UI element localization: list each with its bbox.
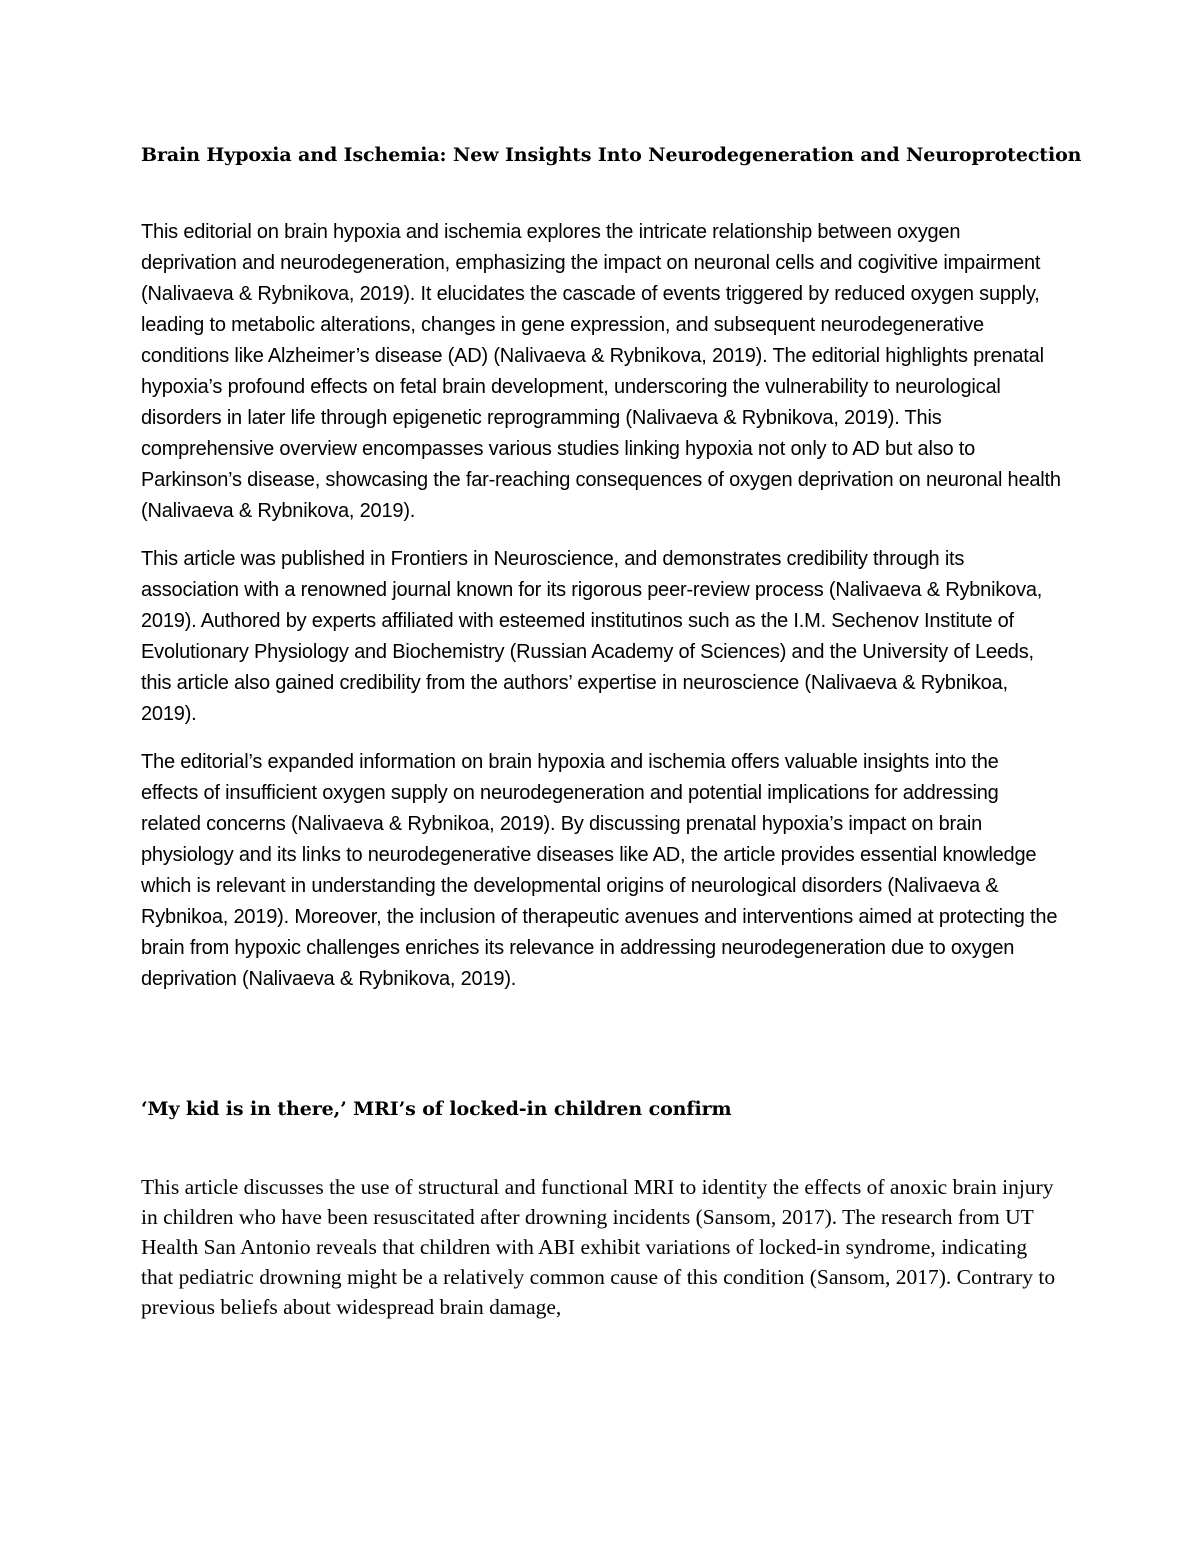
paragraph-relevance: The editorial’s expanded information on brain hypoxia and ischemia offers valuable insights into the effects of insufficient oxygen supply on neurodegeneration and potential implications for addressing related concerns (Nalivaeva & Rybnikoa, 2019). By discussing prenatal hypoxia’s impact on brain physiology and its links to neurodegenerative diseases like AD, the article provides essential knowledge which is relevant in understanding the developmental origins of neurological disorders (Nalivaeva & Rybnikoa, 2019). Moreover, the inclusion of therapeutic avenues and interventions aimed at protecting the brain from hypoxic challenges enriches its relevance in addressing neurodegeneration due to oxygen deprivation (Nalivaeva & Rybnikova, 2019). <box>141 751 1058 990</box>
paragraph-credibility: This article was published in Frontiers in Neuroscience, and demonstrates credibility through its association with a renowned journal known for its rigorous peer-review process (Nalivaeva & Rybnikova, 2019). Authored by experts affiliated with esteemed institutinos such as the I.M. Sechenov Institute of Evolutionary Physiology and Biochemistry (Russian Academy of Sciences) and the University of Leeds, this article also gained credibility from the authors’ expertise in neuroscience (Nalivaeva & Rybnikoa, 2019). <box>141 548 1043 725</box>
section-title-brain-hypoxia: Brain Hypoxia and Ischemia: New Insights Into Neurodegeneration and Neuroprotection <box>141 144 1082 166</box>
document-body <box>141 140 1082 1322</box>
paragraph-editorial-summary: This editorial on brain hypoxia and ischemia explores the intricate relationship between oxygen deprivation and neurodegeneration, emphasizing the impact on neuronal cells and cogivitive impairment (Nalivaeva & Rybnikova, 2019). It elucidates the cascade of events triggered by reduced oxygen supply, leading to metabolic alterations, changes in gene expression, and subsequent neurodegenerative conditions like Alzheimer’s disease (AD) (Nalivaeva & Rybnikova, 2019). The editorial highlights prenatal hypoxia’s profound effects on fetal brain development, underscoring the vulnerability to neurological disorders in later life through epigenetic reprogramming (Nalivaeva & Rybnikova, 2019). This comprehensive overview encompasses various studies linking hypoxia not only to AD but also to Parkinson’s disease, showcasing the far-reaching consequences of oxygen deprivation on neuronal health (Nalivaeva & Rybnikova, 2019). <box>141 221 1061 522</box>
section-title-locked-in-children: ‘My kid is in there,’ MRI’s of locked-in children confirm <box>141 1098 732 1120</box>
paragraph-mri-summary: This article discusses the use of structural and functional MRI to identity the effects of anoxic brain injury in children who have been resuscitated after drowning incidents (Sansom, 2017). The research from UT Health San Antonio reveals that children with ABI exhibit variations of locked-in syndrome, indicating that pediatric drowning might be a relatively common cause of this condition (Sansom, 2017). Contrary to previous beliefs about widespread brain damage, <box>141 1175 1056 1319</box>
